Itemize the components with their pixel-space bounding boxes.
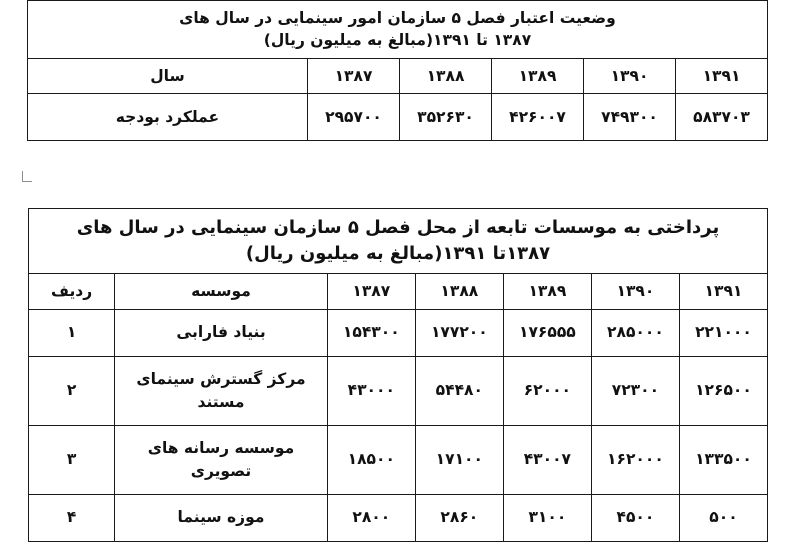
table1-year-header-1390: ۱۳۹۰: [584, 58, 676, 93]
table1-year-header-1387: ۱۳۸۷: [308, 58, 400, 93]
table2-row3-value-1388: ۱۷۱۰۰: [415, 425, 503, 494]
table1-year-header-1391: ۱۳۹۱: [676, 58, 768, 93]
table1-value-1390: ۷۴۹۳۰۰: [584, 94, 676, 141]
table2-row2-value-1391: ۱۲۶۵۰۰: [679, 356, 767, 425]
budget-status-table-block: [28, 0, 768, 141]
table1-value-1387: ۲۹۵۷۰۰: [308, 94, 400, 141]
table1-row-label: عملکرد بودجه: [27, 94, 307, 141]
table2-row4-value-1389: ۳۱۰۰: [503, 494, 591, 541]
table-row: [27, 94, 767, 141]
table1-row-label-header: سال: [27, 58, 307, 93]
table2-title-line-1: پرداختی به موسسات تابعه از محل فصل ۵ سازمان سینمایی در سال های: [76, 217, 720, 238]
table2-row3-name: موسسه رسانه های تصویری: [115, 425, 328, 494]
table2-row2-value-1387: ۴۳۰۰۰: [327, 356, 415, 425]
table2-row1-value-1388: ۱۷۷۲۰۰: [415, 309, 503, 356]
table2-year-header-1387: ۱۳۸۷: [327, 274, 415, 309]
table2-title-row: [29, 209, 768, 274]
table-row: [29, 425, 768, 494]
table2-row4-value-1387: ۲۸۰۰: [327, 494, 415, 541]
table2-row4-value-1390: ۴۵۰۰: [591, 494, 679, 541]
table1-value-1388: ۳۵۲۶۳۰: [400, 94, 492, 141]
table2-row2-value-1390: ۷۲۳۰۰: [591, 356, 679, 425]
table2-name-header: موسسه: [115, 274, 328, 309]
table2-title: [29, 209, 768, 274]
table2-row3-value-1390: ۱۶۲۰۰۰: [591, 425, 679, 494]
table2-title-line-2: ۱۳۸۷تا ۱۳۹۱(مبالغ به میلیون ریال): [245, 243, 551, 265]
table2-row4-value-1388: ۲۸۶۰: [415, 494, 503, 541]
table2-row1-value-1390: ۲۸۵۰۰۰: [591, 309, 679, 356]
table2-year-header-1391: ۱۳۹۱: [679, 274, 767, 309]
table1-year-header-1388: ۱۳۸۸: [400, 58, 492, 93]
table2-row4-index: ۴: [29, 494, 115, 541]
table1-value-1389: ۴۲۶۰۰۷: [492, 94, 584, 141]
table2-row3-index: ۳: [29, 425, 115, 494]
scan-artifact-mark: [22, 171, 32, 182]
table2-year-header-1390: ۱۳۹۰: [591, 274, 679, 309]
table-row: [29, 309, 768, 356]
table2-row3-value-1391: ۱۳۳۵۰۰: [679, 425, 767, 494]
table2-row4-name: موزه سینما: [115, 494, 328, 541]
table2-year-header-1389: ۱۳۸۹: [503, 274, 591, 309]
table1-header-row: [27, 58, 767, 93]
table2-row3-value-1389: ۴۳۰۰۷: [503, 425, 591, 494]
table2-row1-value-1391: ۲۲۱۰۰۰: [679, 309, 767, 356]
table2-header-row: [29, 274, 768, 309]
table2-row2-value-1389: ۶۲۰۰۰: [503, 356, 591, 425]
table1-title-row: [27, 1, 767, 59]
table2-index-header: ردیف: [29, 274, 115, 309]
table-row: [29, 494, 768, 541]
table-row: [29, 356, 768, 425]
table2-row1-value-1387: ۱۵۴۳۰۰: [327, 309, 415, 356]
budget-status-table: [27, 0, 768, 141]
table2-row4-value-1391: ۵۰۰: [679, 494, 767, 541]
table1-title: [27, 1, 767, 59]
table2-row1-name: بنیاد فارابی: [115, 309, 328, 356]
affiliate-payments-table-block: [28, 208, 768, 542]
table2-row2-index: ۲: [29, 356, 115, 425]
table2-year-header-1388: ۱۳۸۸: [415, 274, 503, 309]
table2-row2-name: مرکز گسترش سینمای مستند: [115, 356, 328, 425]
table1-value-1391: ۵۸۳۷۰۳: [676, 94, 768, 141]
table2-row2-value-1388: ۵۴۴۸۰: [415, 356, 503, 425]
affiliate-payments-table: [28, 208, 768, 542]
table2-row1-value-1389: ۱۷۶۵۵۵: [503, 309, 591, 356]
table1-title-line-2: ۱۳۸۷ تا ۱۳۹۱(مبالغ به میلیون ریال): [263, 31, 532, 50]
table1-year-header-1389: ۱۳۸۹: [492, 58, 584, 93]
table2-row1-index: ۱: [29, 309, 115, 356]
table1-title-line-1: وضعیت اعتبار فصل ۵ سازمان امور سینمایی در سال های: [179, 9, 616, 27]
table2-row3-value-1387: ۱۸۵۰۰: [327, 425, 415, 494]
